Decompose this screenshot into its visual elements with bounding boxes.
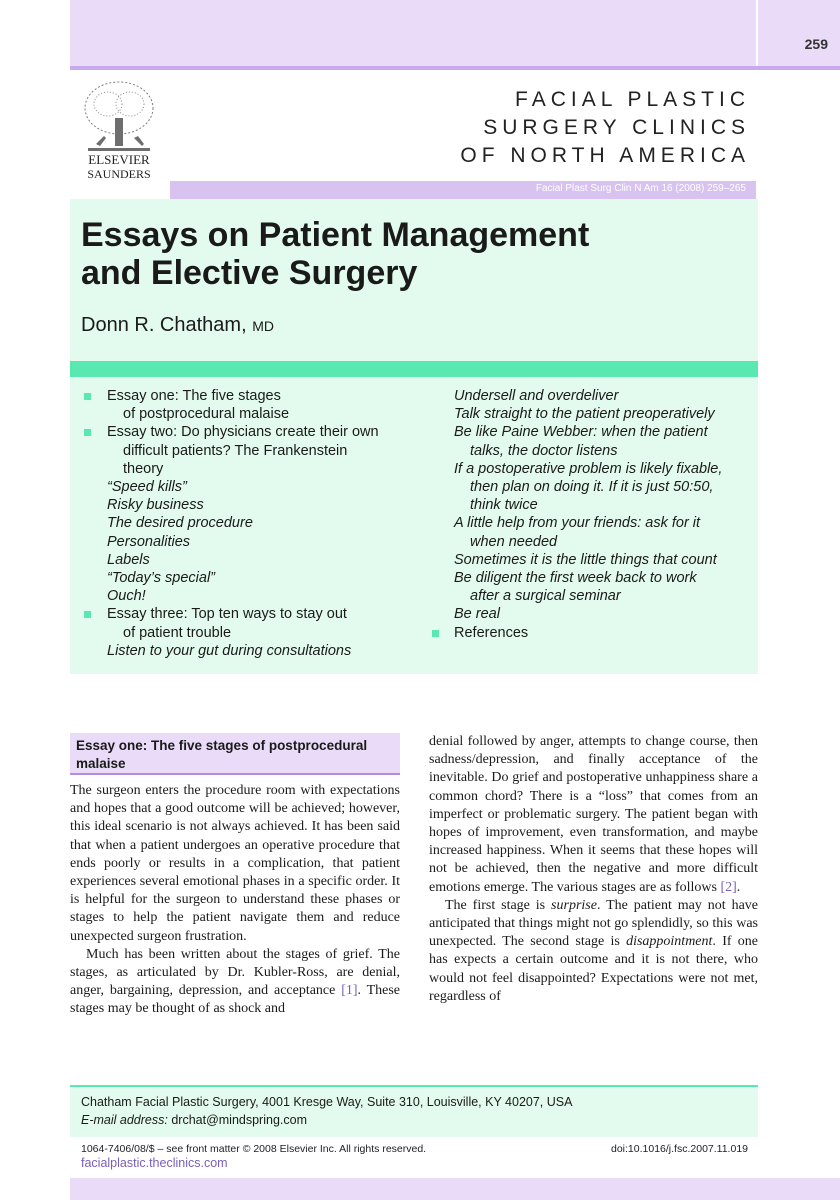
toc-entry[interactable]: Essay one: The five stages <box>107 388 281 404</box>
page-number: 259 <box>804 36 828 52</box>
copyright: 1064-7406/08/$ – see front matter © 2008 Elsevier Inc. All rights reserved. <box>81 1143 427 1155</box>
toc-entry[interactable]: think twice <box>470 497 538 514</box>
elsevier-logo <box>78 78 160 182</box>
reference-link[interactable]: [2] <box>720 879 737 895</box>
toc-entry[interactable]: Sometimes it is the little things that count <box>454 551 717 568</box>
toc-entry[interactable]: “Speed kills” <box>107 479 187 495</box>
address: Chatham Facial Plastic Surgery, 4001 Kresge Way, Suite 310, Louisville, KY 40207, USA <box>81 1095 573 1109</box>
toc-entry[interactable]: Be real <box>454 606 500 623</box>
publisher-name-2: SAUNDERS <box>87 167 151 181</box>
author <box>81 314 274 337</box>
page-number-box <box>758 0 840 66</box>
paragraph: Much has been written about the stages of grief. The stages, as articulated by Dr. Kubler-Ross, are denial, anger, bargaining, depression, and acceptance [1]. These stages may be thought of as shock and <box>70 946 401 1017</box>
toc-entry[interactable]: of patient trouble <box>123 624 232 641</box>
toc-entry[interactable]: Essay three: Top ten ways to stay out <box>107 606 347 623</box>
title-line: and Elective Surgery <box>81 254 418 292</box>
toc-entry[interactable]: talks, the doctor listens <box>470 442 618 459</box>
section-heading: Essay one: The five stages of postprocedural malaise <box>76 738 368 771</box>
journal-title-line: OF NORTH AMERICA <box>460 144 750 167</box>
affiliation <box>81 1093 572 1129</box>
toc-entry[interactable]: then plan on doing it. If it is just 50:50, <box>470 479 714 495</box>
journal-title-line: SURGERY CLINICS <box>483 116 750 139</box>
toc-entry[interactable]: Be like Paine Webber: when the patient <box>454 424 708 441</box>
toc-entry[interactable]: Essay two: Do physicians create their own <box>107 424 379 441</box>
website-link[interactable]: facialplastic.theclinics.com <box>81 1156 228 1170</box>
paragraph: The first stage is surprise. The patient may not have anticipated that things might not go splendidly, so this was unexpected. The second stage is disappointment. If one has expects a certain outcome and it is not there, who would not feel disappointed? Expectations were not met, regardless of <box>429 897 759 1004</box>
title-line: Essays on Patient Management <box>81 216 590 254</box>
toc-entry[interactable]: The desired procedure <box>107 515 253 532</box>
toc-entry[interactable]: theory <box>123 460 164 477</box>
toc-entry[interactable]: Risky business <box>107 497 204 514</box>
email-label: E-mail address: <box>81 1113 168 1127</box>
toc-entry[interactable]: A little help from your friends: ask for it <box>454 515 701 532</box>
publisher-name-1: ELSEVIER <box>88 152 150 167</box>
toc-entry[interactable]: If a postoperative problem is likely fixable, <box>454 460 723 477</box>
reference-link[interactable]: [1] <box>341 983 358 999</box>
toc-entry[interactable]: “Today’s special” <box>107 570 215 586</box>
toc-entry[interactable]: Be diligent the first week back to work <box>454 570 697 586</box>
journal-title <box>460 86 750 170</box>
toc-entry[interactable]: Talk straight to the patient preoperatively <box>454 406 715 423</box>
journal-citation: Facial Plast Surg Clin N Am 16 (2008) 259–265 <box>535 183 746 194</box>
author-name: Donn R. Chatham, <box>81 314 247 336</box>
toc-entry[interactable]: Personalities <box>107 533 191 550</box>
elsevier-tree-icon <box>78 78 160 182</box>
toc-entry[interactable]: References <box>454 624 529 641</box>
email-line <box>81 1111 572 1129</box>
toc-entry[interactable]: Labels <box>107 551 150 568</box>
toc-bullet-icon <box>84 429 91 436</box>
toc-entry[interactable]: of postprocedural malaise <box>123 406 290 423</box>
article-title <box>81 216 741 292</box>
paragraph: The surgeon enters the procedure room with expectations and hopes that a good outcome will be achieved; however, this ideal scenario is not always achieved. It has been said that when a patient undergoes an operative procedure that ends poorly or results in a complication, that patient experiences several emotional phases in a specific order. It is helpful for the surgeon to understand these phases or stages to help the patient navigate them and reduce unexpected surgeon frustration. <box>70 783 400 944</box>
author-degree: MD <box>252 318 274 334</box>
doi[interactable]: doi:10.1016/j.fsc.2007.11.019 <box>611 1143 748 1155</box>
body-column-right <box>429 733 758 1006</box>
toc-entry[interactable]: when needed <box>470 533 558 550</box>
toc-entry[interactable]: Ouch! <box>107 588 146 605</box>
toc-entry[interactable]: Listen to your gut during consultations <box>107 642 352 659</box>
paragraph: denial followed by anger, attempts to change course, then sadness/depression, and finally acceptance of the inevitable. Do grief and postoperative unhappiness share a common chord? There is a “loss” that comes from an imperfect or problematic surgery. The patient began with hopes of improvement, even transformation, and maybe increased happiness. When it seems that these hopes will not be achieved, then the negative and more difficult emotions emerge. The various stages are as follows [2]. <box>429 734 758 895</box>
toc-bullet-icon <box>432 630 439 637</box>
header-band <box>70 0 756 66</box>
toc-rule <box>70 361 758 377</box>
toc-entry[interactable]: Undersell and overdeliver <box>454 388 619 404</box>
header-rule <box>70 66 840 70</box>
toc-entry[interactable]: difficult patients? The Frankenstein <box>123 442 348 459</box>
toc-entry[interactable]: after a surgical seminar <box>470 588 621 605</box>
body-column-left <box>70 782 400 1019</box>
journal-title-line: FACIAL PLASTIC <box>515 88 750 111</box>
footer-band <box>70 1178 840 1200</box>
toc-bullet-icon <box>84 611 91 618</box>
email-link[interactable]: drchat@mindspring.com <box>171 1113 307 1127</box>
toc-bullet-icon <box>84 393 91 400</box>
